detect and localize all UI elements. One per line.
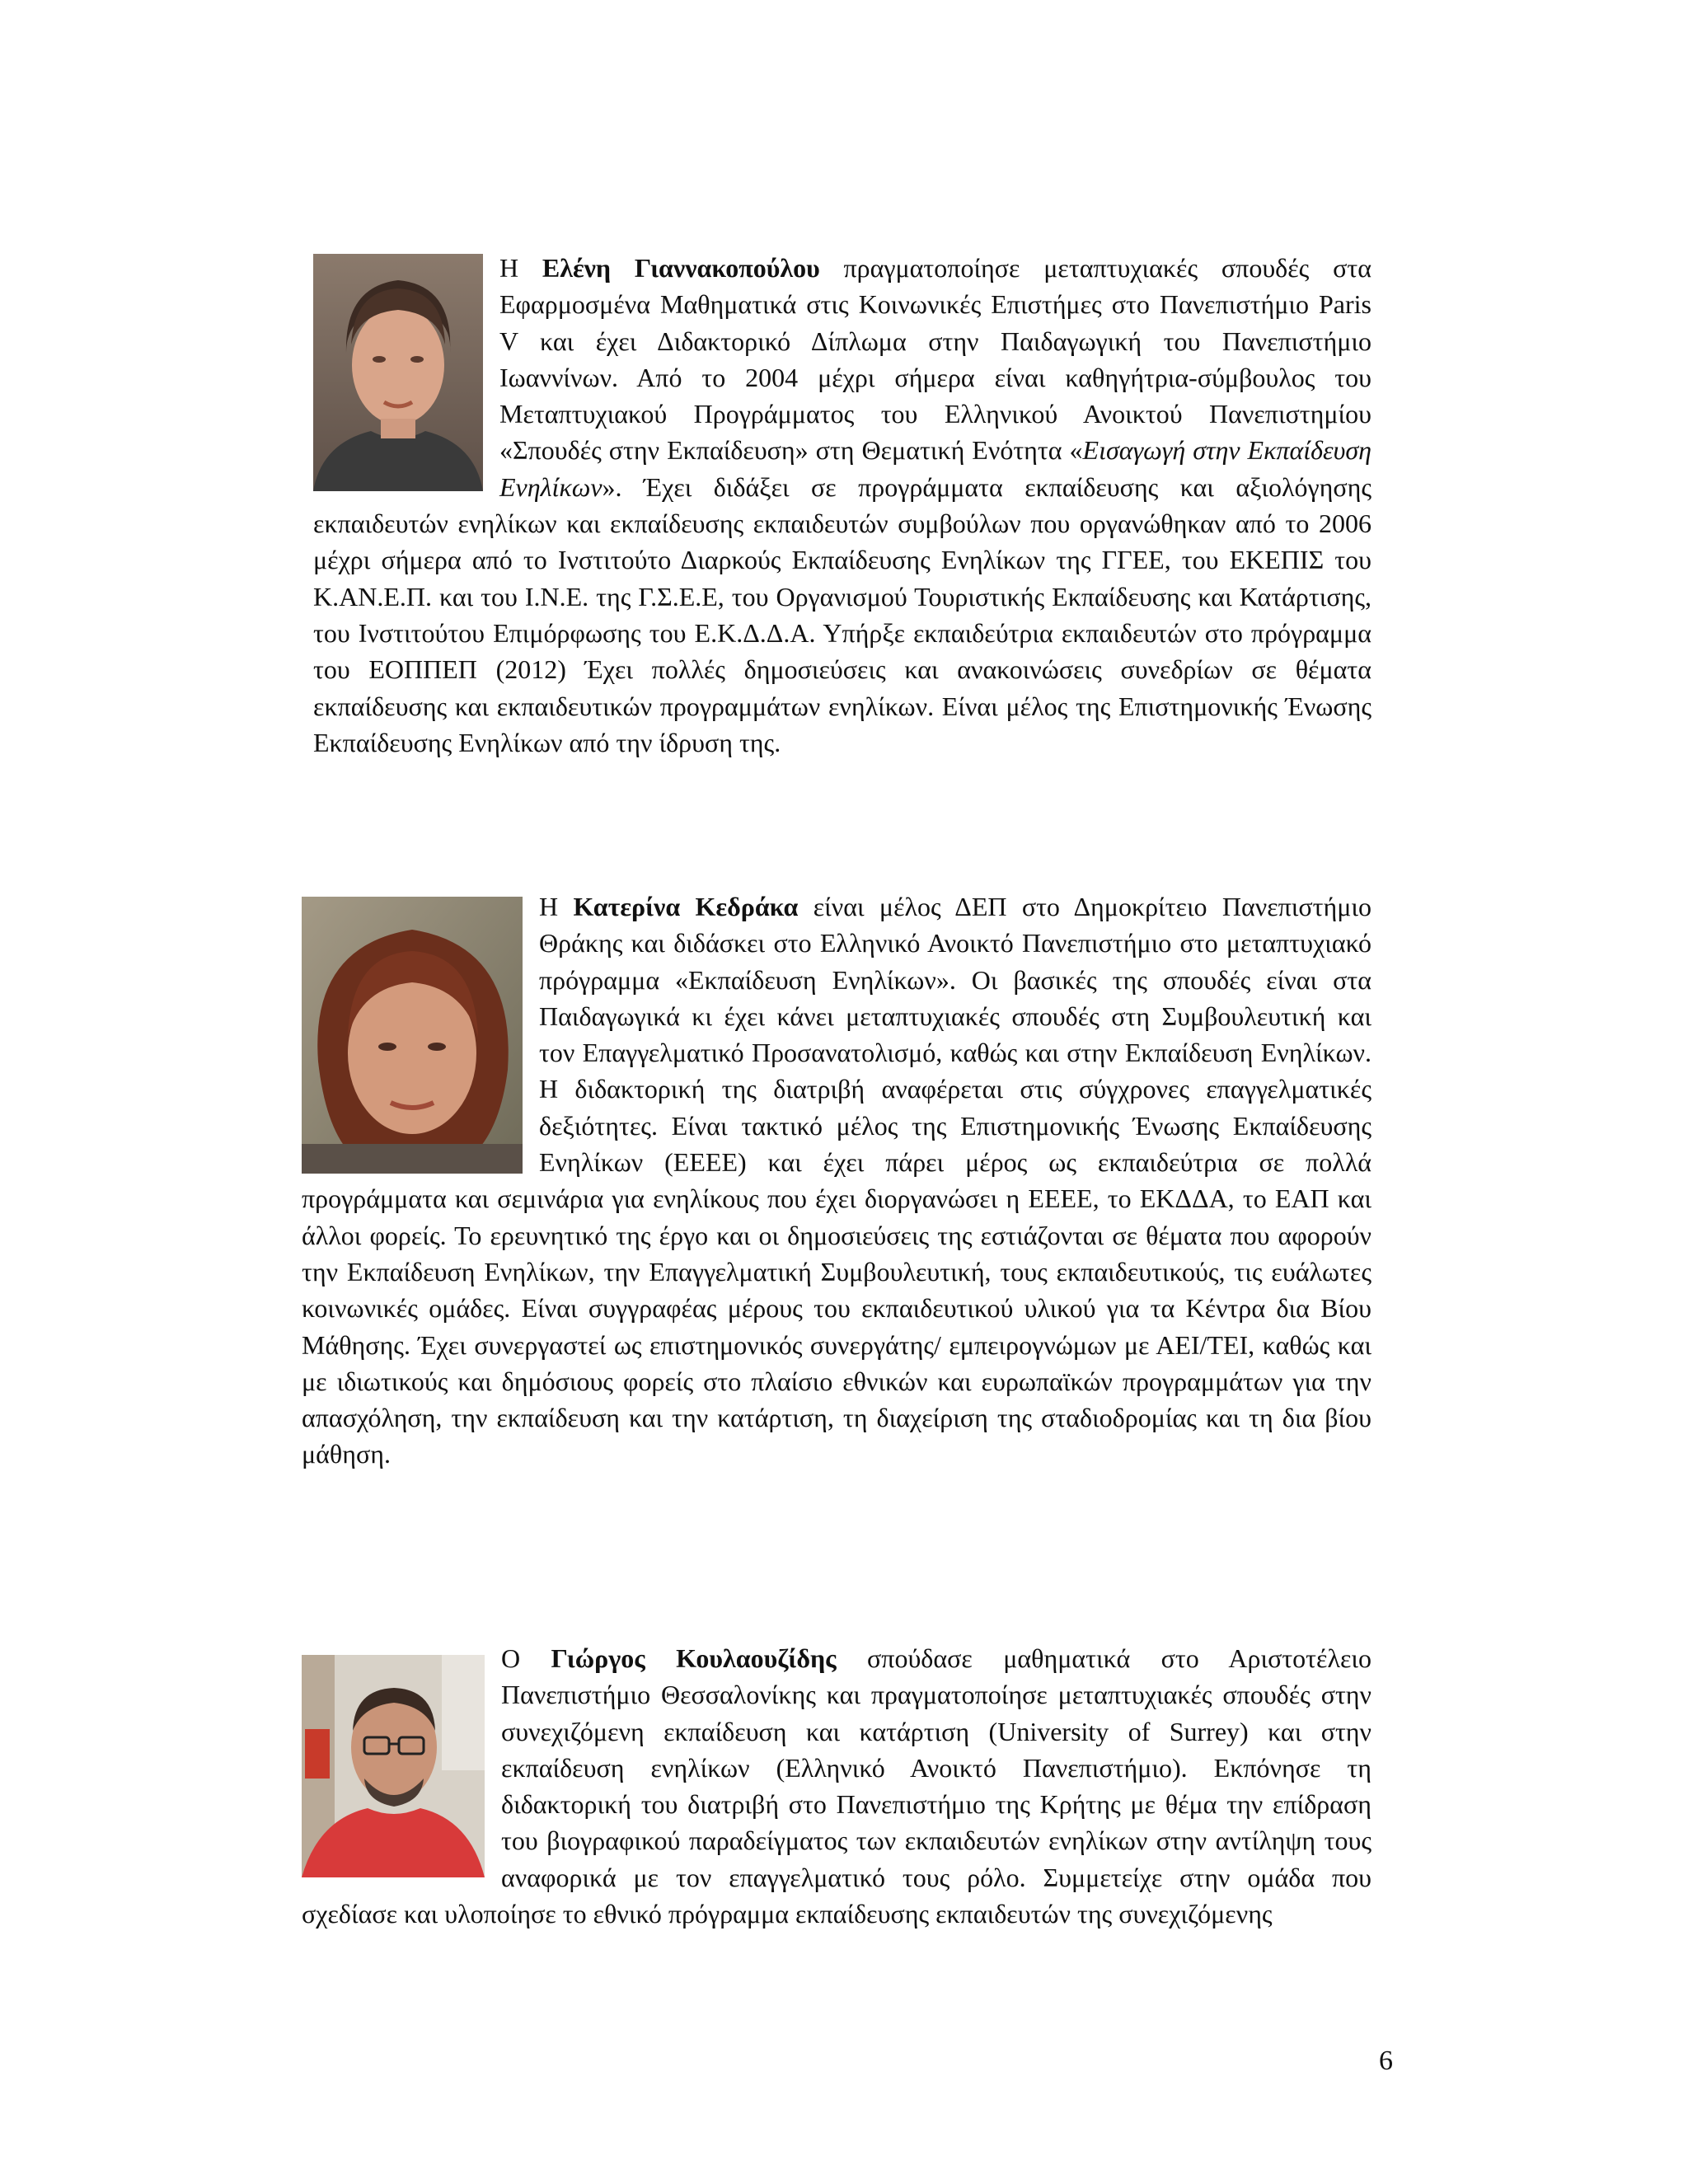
bio-text: σπούδασε μαθηματικά στο Αριστοτέλειο Πανεπιστήμιο Θεσσαλονίκης και πραγματοποίησε μεταπτυχιακές σπουδές στην συνεχιζόμενη εκπαίδευση και κατάρτιση (University of Surrey) και στην εκπαίδευση ενηλίκων (Ελληνικό Ανοικτό Πανεπιστήμιο). Εκπόνησε τη διδακτορική του διατριβή στο Πανεπιστήμιο της Κρήτης με θέμα την επίδραση του βιογραφικού παραδείγματος των εκπαιδευτών ενηλίκων στην αντίληψη τους αναφορικά με τον επαγγελματικό τους ρόλο. Συμμετείχε στην ομάδα που σχεδίασε και υλοποίησε το εθνικό πρόγραμμα εκπαίδευσης εκπαιδευτών της συνεχιζόμενης [302, 1643, 1372, 1929]
course-title: Εισαγωγή στην Εκπαίδευση Ενηλίκων [499, 435, 1372, 502]
person-name: Γιώργος Κουλαουζίδης [551, 1643, 837, 1673]
bio-article: Η [499, 253, 519, 283]
bio-koulaouzidis [302, 1640, 1372, 1932]
page-number: 6 [1379, 2046, 1393, 2076]
bio-text: πραγματοποίησε μεταπτυχιακές σπουδές στα Εφαρμοσμένα Μαθηματικά στις Κοινωνικές Επιστήμες στο Πανεπιστήμιο Paris V και έχει Διδακτορικό Δίπλωμα στην Παιδαγωγική του Πανεπιστήμιο Ιωαννίνων. Από το 2004 μέχρι σήμερα είναι καθηγήτρια-σύμβουλος του Μεταπτυχιακού Προγράμματος του Ελληνικού Ανοικτού Πανεπιστημίου «Σπουδές στην Εκπαίδευση» στη Θεματική Ενότητα « [499, 253, 1372, 466]
bio-article: Ο [501, 1643, 521, 1673]
bio-kedraka [302, 888, 1372, 1473]
person-name: Κατερίνα Κεδράκα [573, 892, 799, 921]
bio-article: Η [539, 892, 559, 921]
bio-text: είναι μέλος ΔΕΠ στο Δημοκρίτειο Πανεπιστήμιο Θράκης και διδάσκει στο Ελληνικό Ανοικτό Πανεπιστήμιο στο μεταπτυχιακό πρόγραμμα «Εκπαίδευση Ενηλίκων». Οι βασικές της σπουδές είναι στα Παιδαγωγικά κι έχει κάνει μεταπτυχιακές σπουδές στη Συμβουλευτική και τον Επαγγελματικό Προσανατολισμό, καθώς και στην Εκπαίδευση Ενηλίκων. Η διδακτορική της διατριβή αναφέρεται στις σύγχρονες επαγγελματικές δεξιότητες. Είναι τακτικό μέλος της Επιστημονικής Ένωσης Εκπαίδευσης Ενηλίκων (ΕΕΕΕ) και έχει πάρει μέρος ως εκπαιδεύτρια σε πολλά προγράμματα και σεμινάρια για ενηλίκους που έχει διοργανώσει η ΕΕΕΕ, το ΕΚΔΔΑ, το ΕΑΠ και άλλοι φορείς. Το ερευνητικό της έργο και οι δημοσιεύσεις της εστιάζονται σε θέματα που αφορούν την Εκπαίδευση Ενηλίκων, την Επαγγελματική Συμβουλευτική, τους εκπαιδευτικούς, τις ευάλωτες κοινωνικές ομάδες. Είναι συγγραφέας μέρους του εκπαιδευτικού υλικού για τα Κέντρα δια Βίου Μάθησης. Έχει συνεργαστεί ως επιστημονικός συνεργάτης/ εμπειρογνώμων με ΑΕΙ/ΤΕΙ, καθώς και με ιδιωτικούς και δημόσιους φορείς στο πλαίσιο εθνικών και ευρωπαϊκών προγραμμάτων για την απασχόληση, την εκπαίδευση και την κατάρτιση, τη διαχείριση της σταδιοδρομίας και τη δια βίου μάθηση. [302, 892, 1372, 1469]
portrait-photo-giannakopoulou [313, 254, 483, 491]
portrait-photo-kedraka [302, 897, 523, 1174]
bio-text-continued: ». Έχει διδάξει σε προγράμματα εκπαίδευσης και αξιολόγησης εκπαιδευτών ενηλίκων και εκπαίδευσης εκπαιδευτών συμβούλων που οργανώθηκαν από το 2006 μέχρι σήμερα από το Ινστιτούτο Διαρκούς Εκπαίδευσης Ενηλίκων της ΓΓΕΕ, του ΕΚΕΠΙΣ του Κ.ΑΝ.Ε.Π. και του Ι.Ν.Ε. της Γ.Σ.Ε.Ε, του Οργανισμού Τουριστικής Εκπαίδευσης και Κατάρτισης, του Ινστιτούτου Επιμόρφωσης του Ε.Κ.Δ.Δ.Α. Υπήρξε εκπαιδεύτρια εκπαιδευτών στο πρόγραμμα του ΕΟΠΠΕΠ (2012) Έχει πολλές δημοσιεύσεις και ανακοινώσεις συνεδρίων σε θέματα εκπαίδευσης και εκπαιδευτικών προγραμμάτων ενηλίκων. Είναι μέλος της Επιστημονικής Ένωσης Εκπαίδευσης Ενηλίκων από την ίδρυση της. [313, 471, 1372, 757]
portrait-photo-koulaouzidis [302, 1655, 485, 1877]
person-name: Ελένη Γιαννακοπούλου [542, 253, 820, 283]
bio-giannakopoulou [313, 250, 1372, 761]
